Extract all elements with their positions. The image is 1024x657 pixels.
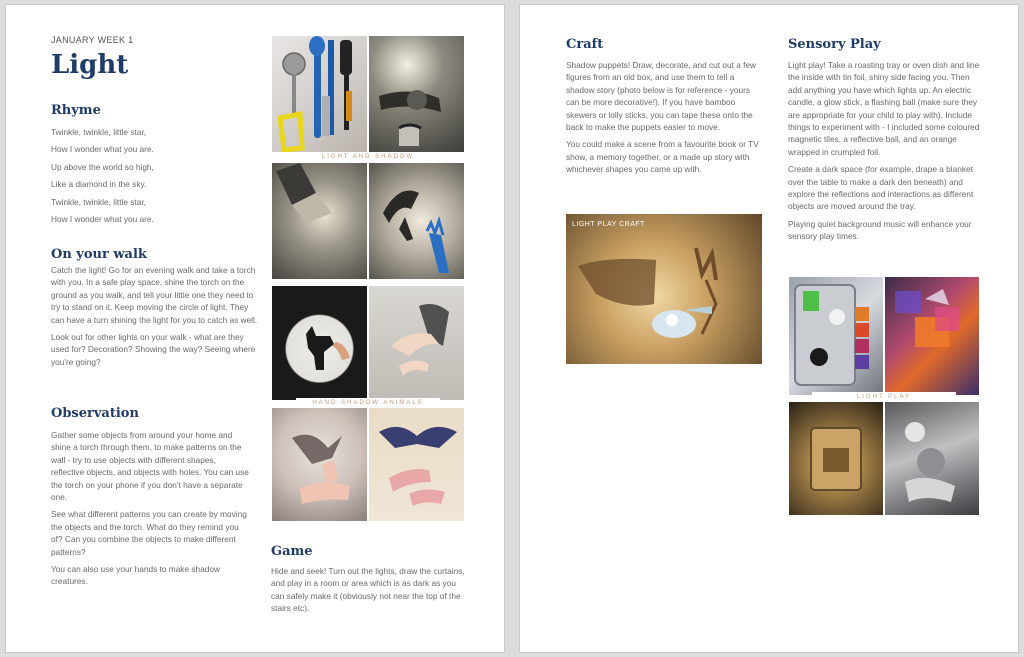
tray-image: [789, 277, 884, 396]
tray-photo: [788, 276, 884, 396]
hand-shadow-image: [369, 286, 465, 401]
rhyme-line: How I wonder what you are.: [51, 214, 154, 225]
foil-image: [885, 402, 980, 516]
paragraph: Gather some objects from around your home and shine a torch through them, to make patterns on the wall - try to use objects with different shapes, reflective objects, and objects with holes. You can use the torch on your phone if you don't have a separate one.: [51, 430, 249, 503]
rhyme-line: Twinkle, twinkle, little star,: [51, 196, 146, 207]
hand-shadow-animals-caption: HAND SHADOW ANIMALS: [296, 398, 440, 408]
rhyme-text: [51, 124, 251, 228]
craft-text: [566, 59, 761, 181]
utensils-photo: [271, 35, 368, 153]
left-page: [5, 4, 505, 653]
colour-tiles-photo: [884, 276, 980, 396]
spoon-shadow-photo: [368, 162, 465, 280]
observation-text: [51, 429, 251, 593]
paragraph: See what different patterns you can create by moving the objects and the torch. What do they remind you of? Can you combine the objects to make different patterns?: [51, 509, 247, 557]
dog-shadow-image: [272, 286, 368, 401]
week-label: JANUARY WEEK 1: [51, 35, 134, 45]
rhyme-line: Twinkle, twinkle, little star,: [51, 127, 146, 137]
foil-photo: [884, 401, 980, 516]
eagle-shadow-image: [369, 408, 465, 522]
paragraph: Look out for other lights on your walk - what are they used for? Decoration? Showing the way? Seeing where you're going?: [51, 332, 256, 367]
rhyme-line: Up above the world so high,: [51, 161, 154, 172]
walk-heading: On your walk: [51, 247, 147, 262]
torch-beam-photo: [271, 162, 368, 280]
bird-shadow-photo: [271, 407, 368, 522]
paragraph: Playing quiet background music will enhance your sensory play times.: [788, 218, 972, 242]
light-play-collage: [788, 276, 980, 516]
paragraph: You could make a scene from a favourite book or TV show, a memory together, or a made up story with whichever shapes you came up with.: [566, 139, 759, 175]
eagle-shadow-photo: [368, 407, 465, 522]
walk-text: [51, 264, 259, 373]
candle-photo: [788, 401, 884, 516]
observation-heading: Observation: [51, 406, 139, 421]
light-and-shadow-caption: LIGHT AND SHADOW: [296, 152, 440, 162]
paragraph: Catch the light! Go for an evening walk and take a torch with you. In a safe play space, shine the torch on the ground as you walk, and tell your little one they need to try to stand on it. Keep moving the circle of light. They can have a turn shining the light for you to catch as well.: [51, 265, 258, 325]
rhyme-line: How I wonder what you are.: [51, 144, 154, 155]
paragraph: Shadow puppets! Draw, decorate, and cut out a few figures from an old box, and use them to tell a shadow story (photo below is for reference - yours can be more decorative!). If you have bamboo skewers or lolly sticks, you can tape these onto the back to make the puppets easier to move.: [566, 60, 757, 133]
sensory-heading: Sensory Play: [788, 37, 881, 52]
torch-light-photo: [368, 35, 465, 153]
rhyme-line: Like a diamond in the sky.: [51, 179, 147, 190]
page-title: Light: [51, 50, 129, 80]
sensory-text: [788, 59, 980, 248]
utensils-image: [272, 36, 368, 153]
paragraph: Light play! Take a roasting tray or oven dish and line the inside with tin foil, shiny side facing you. Then add anything you have which lights up. An electric candle, a glow stick, a flashing ball (make sure they are appropriate for your child to play with). Include things to experiment with - I included some coloured magnetic tiles, a reflective ball, and an orange wrapped in crumpled foil.: [788, 60, 980, 157]
game-heading: Game: [271, 544, 313, 559]
right-page: [519, 4, 1019, 653]
paragraph: You can also use your hands to make shadow creatures.: [51, 564, 220, 587]
hand-shadow-photo: [368, 285, 465, 401]
paragraph: Create a dark space (for example, drape a blanket over the table to make a dark den beneath) and explore the reflections and interactions as different objects are moved around the tray.: [788, 164, 974, 212]
candle-image: [789, 402, 884, 516]
colour-tiles-image: [885, 277, 980, 396]
spoon-shadow-image: [369, 163, 465, 280]
rhyme-heading: Rhyme: [51, 103, 101, 118]
light-play-craft-photo: [566, 214, 762, 364]
game-text: [271, 565, 471, 620]
puppet-shadow-image: [566, 214, 762, 364]
light-play-craft-label: LIGHT PLAY CRAFT: [572, 221, 645, 228]
paragraph: Hide and seek! Turn out the lights, draw the curtains, and play in a room or area which is as dark as you can safely make it (obviously not near the top of the stairs etc).: [271, 566, 465, 614]
bird-shadow-image: [272, 408, 368, 522]
light-play-caption: LIGHT PLAY: [812, 392, 956, 402]
craft-heading: Craft: [566, 37, 604, 52]
photo-collage: [271, 35, 465, 522]
torch-light-image: [369, 36, 465, 153]
torch-beam-image: [272, 163, 368, 280]
dog-shadow-photo: [271, 285, 368, 401]
